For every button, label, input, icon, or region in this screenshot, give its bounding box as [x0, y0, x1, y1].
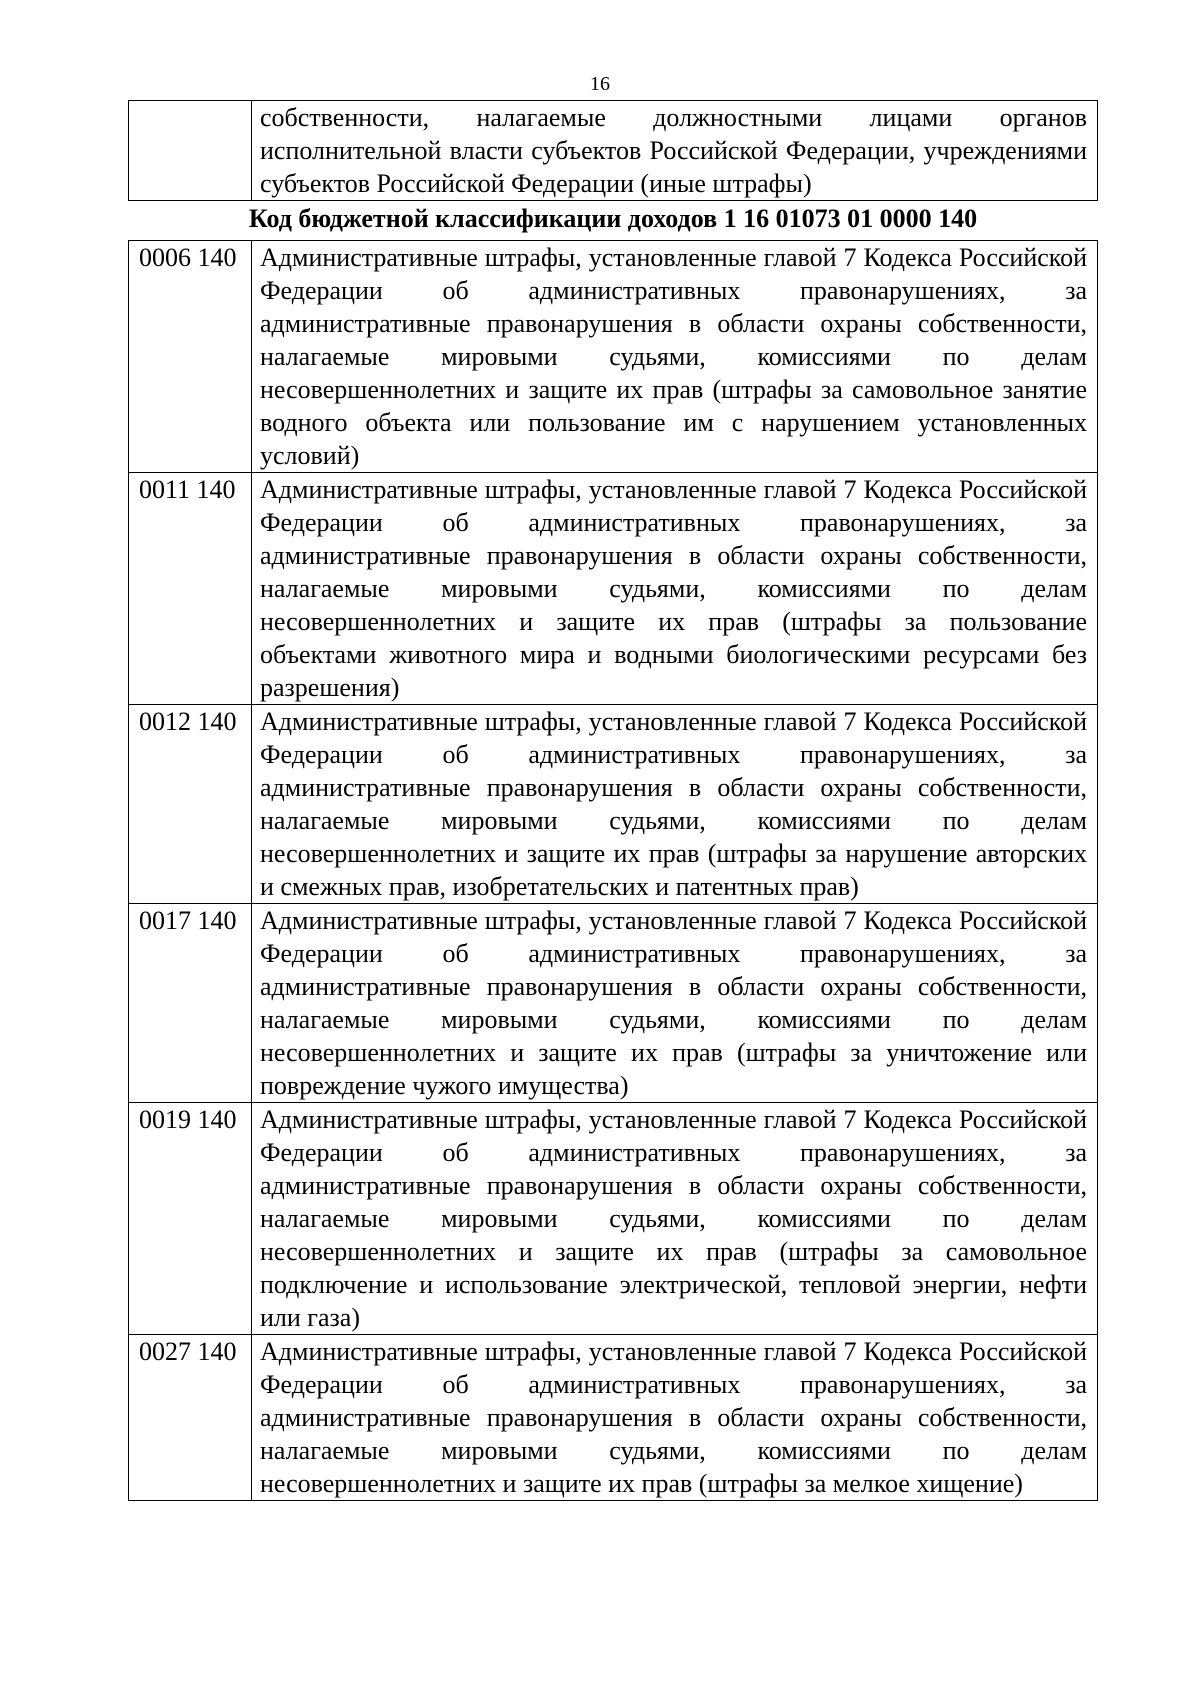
- description-cell: Административные штрафы, установленные главой 7 Кодекса Российской Федерации об административных правонарушениях, за административные правонарушения в области охраны собственности, налагаемые мировыми судьями, комиссиями по делам несовершеннолетних и защите их прав (штрафы за мелкое хищение): [252, 1335, 1098, 1501]
- table-row: [129, 904, 1098, 1103]
- table-row: [129, 241, 1098, 473]
- code-cell: 0012 140: [129, 705, 252, 904]
- kbk-heading: Код бюджетной классификации доходов 1 16 01073 01 0000 140: [248, 204, 978, 233]
- table-row: [129, 473, 1098, 705]
- page-number: 16: [590, 73, 610, 95]
- code-cell: 0019 140: [129, 1103, 252, 1335]
- description-cell: Административные штрафы, установленные главой 7 Кодекса Российской Федерации об административных правонарушениях, за административные правонарушения в области охраны собственности, налагаемые мировыми судьями, комиссиями по делам несовершеннолетних и защите их прав (штрафы за самовольное занятие водного объекта или пользование им с нарушением установленных условий): [252, 241, 1098, 473]
- table-row: [129, 1103, 1098, 1335]
- continuation-table: [128, 100, 1098, 201]
- description-cell: собственности, налагаемые должностными лицами органов исполнительной власти субъектов Российской Федерации, учреждениями субъектов Российской Федерации (иные штрафы): [252, 101, 1098, 201]
- table-row: [129, 101, 1098, 201]
- table-row: [129, 1335, 1098, 1501]
- code-cell: 0006 140: [129, 241, 252, 473]
- kbk-table: [128, 240, 1098, 1501]
- description-cell: Административные штрафы, установленные главой 7 Кодекса Российской Федерации об административных правонарушениях, за административные правонарушения в области охраны собственности, налагаемые мировыми судьями, комиссиями по делам несовершеннолетних и защите их прав (штрафы за пользование объектами животного мира и водными биологическими ресурсами без разрешения): [252, 473, 1098, 705]
- description-cell: Административные штрафы, установленные главой 7 Кодекса Российской Федерации об административных правонарушениях, за административные правонарушения в области охраны собственности, налагаемые мировыми судьями, комиссиями по делам несовершеннолетних и защите их прав (штрафы за уничтожение или повреждение чужого имущества): [252, 904, 1098, 1103]
- code-cell: 0027 140: [129, 1335, 252, 1501]
- table-row: [129, 705, 1098, 904]
- description-cell: Административные штрафы, установленные главой 7 Кодекса Российской Федерации об административных правонарушениях, за административные правонарушения в области охраны собственности, налагаемые мировыми судьями, комиссиями по делам несовершеннолетних и защите их прав (штрафы за самовольное подключение и использование электрической, тепловой энергии, нефти или газа): [252, 1103, 1098, 1335]
- code-cell: [129, 101, 252, 201]
- code-cell: 0011 140: [129, 473, 252, 705]
- description-cell: Административные штрафы, установленные главой 7 Кодекса Российской Федерации об административных правонарушениях, за административные правонарушения в области охраны собственности, налагаемые мировыми судьями, комиссиями по делам несовершеннолетних и защите их прав (штрафы за нарушение авторских и смежных прав, изобретательских и патентных прав): [252, 705, 1098, 904]
- code-cell: 0017 140: [129, 904, 252, 1103]
